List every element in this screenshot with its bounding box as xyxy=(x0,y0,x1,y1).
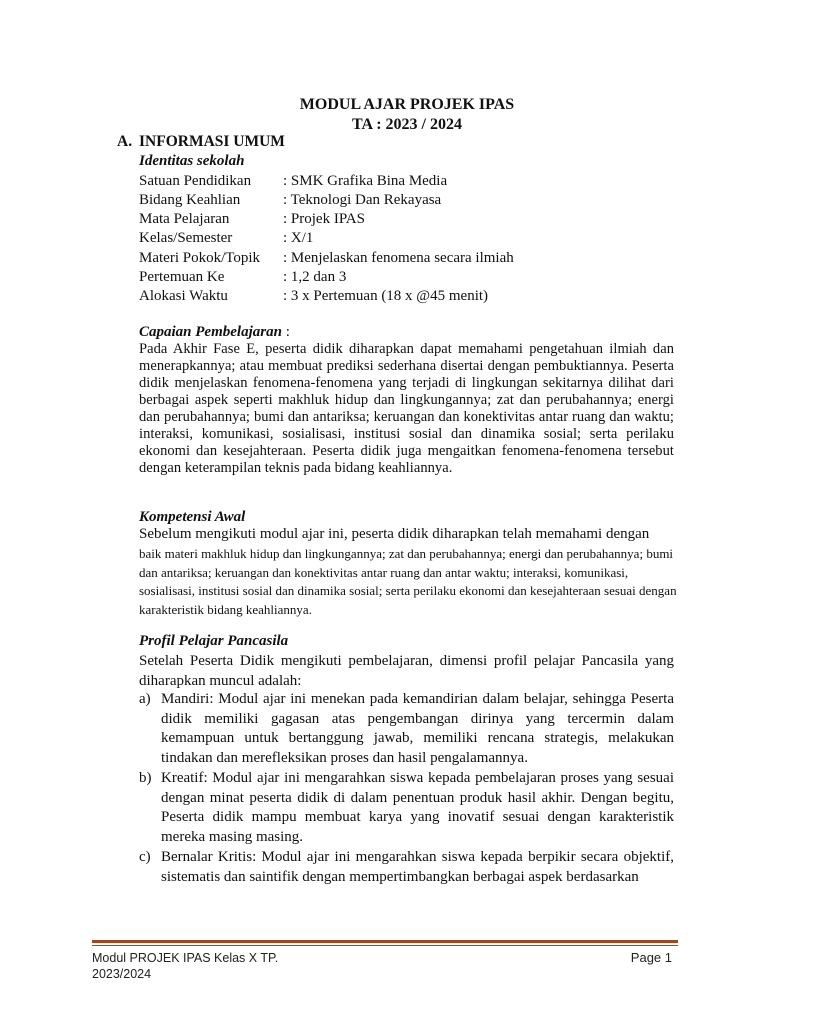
footer-page-number: Page 1 xyxy=(630,950,672,965)
list-item-bernalar-kritis xyxy=(139,848,674,887)
kompetensi-awal-heading: Kompetensi Awal xyxy=(139,509,246,525)
list-marker: b) xyxy=(139,770,152,786)
info-label: Bidang Keahlian xyxy=(139,192,241,208)
section-heading-informasi-umum xyxy=(117,133,285,151)
profil-intro: Setelah Peserta Didik mengikuti pembelajaran, dimensi profil pelajar Pancasila yang diharapkan muncul adalah: xyxy=(139,653,674,689)
list-item-text: Kreatif: Modul ajar ini mengarahkan siswa kepada pembelajaran proses yang sesuai dengan minat peserta didik di dalam penentuan produk hasil akhir. Dengan begitu, Peserta didik mampu membuat karya yang inovatif sesuai dengan karakteristik mereka masing masing. xyxy=(161,770,674,845)
footer-rule-thick xyxy=(92,940,678,943)
info-label: Alokasi Waktu xyxy=(139,288,228,304)
section-title: INFORMASI UMUM xyxy=(139,133,285,150)
list-item-text: Bernalar Kritis: Modul ajar ini mengarahkan siswa kepada berpikir secara objektif, sistematis dan saintifik dengan mempertimbangkan berbagai aspek berdasarkan xyxy=(161,849,674,885)
info-row-kelas-semester xyxy=(139,230,313,247)
capaian-paragraph: Pada Akhir Fase E, peserta didik diharapkan dapat memahami pengetahuan ilmiah dan menerapkannya; atau membuat prediksi sederhana disertai dengan pembuktiannya. Peserta didik menjelaskan fenomena-fenomena yang terjadi di lingkungan sekitarnya dilihat dari berbagai aspek seperti makhluk hidup dan lingkungannya; zat dan perubahannya; energi dan perubahannya; bumi dan antariksa; keruangan dan konektivitas antar ruang dan waktu; interaksi, komunikasi, sosialisasi, institusi sosial dan dinamika sosial; serta perilaku ekonomi dan kesejahteraan. Peserta didik juga mengaitkan fenomena-fenomena tersebut dengan keterampilan teknis pada bidang keahliannya. xyxy=(139,341,674,476)
info-row-materi-pokok xyxy=(139,250,514,267)
info-label: Satuan Pendidikan xyxy=(139,173,252,189)
list-item-mandiri xyxy=(139,690,674,768)
capaian-heading: Capaian Pembelajaran xyxy=(139,324,282,340)
capaian-colon: : xyxy=(281,324,290,340)
info-row-pertemuan-ke xyxy=(139,269,346,286)
kompetensi-awal-paragraph: baik materi makhluk hidup dan lingkungannya; zat dan perubahannya; energi dan perubahannya; bumi dan antariksa; keruangan dan konektivitas antar ruang dan antar waktu; interaksi, komunikasi, sosialisasi, institusi sosial dan dinamika sosial; serta perilaku ekonomi dan kesejahteraan sesuai dengan karakteristik bidang keahliannya. xyxy=(139,546,677,617)
section-letter: A. xyxy=(117,133,133,150)
info-label: Kelas/Semester xyxy=(139,230,233,246)
list-marker: c) xyxy=(139,849,151,865)
footer-module-label: Modul PROJEK IPAS Kelas X TP. 2023/2024 xyxy=(92,951,279,981)
identitas-sekolah-heading: Identitas sekolah xyxy=(139,153,245,169)
info-value: : 1,2 dan 3 xyxy=(283,269,347,285)
capaian-heading-line xyxy=(139,324,290,341)
list-item-text: Mandiri: Modul ajar ini menekan pada kemandirian dalam belajar, sehingga Peserta didik memiliki gagasan atas pengembangan dirinya yang tercermin dalam kemampuan untuk bertanggung jawab, memiliki rencana strategis, melakukan tindakan dan merefleksikan proses dan hasil pengalamannya. xyxy=(161,691,674,766)
kompetensi-awal-first-line: Sebelum mengikuti modul ajar ini, peserta didik diharapkan telah memahami dengan xyxy=(139,526,650,542)
info-row-alokasi-waktu xyxy=(139,288,488,305)
info-value: : Projek IPAS xyxy=(283,211,365,227)
info-label: Pertemuan Ke xyxy=(139,269,225,285)
info-label: Mata Pelajaran xyxy=(139,211,230,227)
document-title: MODUL AJAR PROJEK IPAS xyxy=(299,96,515,113)
list-item-kreatif xyxy=(139,769,674,847)
academic-year: TA : 2023 / 2024 xyxy=(352,116,462,133)
info-value: : SMK Grafika Bina Media xyxy=(283,173,448,189)
info-row-satuan-pendidikan xyxy=(139,173,447,190)
info-row-mata-pelajaran xyxy=(139,211,365,228)
info-value: : Teknologi Dan Rekayasa xyxy=(283,192,442,208)
info-value: : X/1 xyxy=(283,230,314,246)
profil-pelajar-heading: Profil Pelajar Pancasila xyxy=(139,633,289,649)
info-value: : Menjelaskan fenomena secara ilmiah xyxy=(283,250,514,266)
info-row-bidang-keahlian xyxy=(139,192,441,209)
info-value: : 3 x Pertemuan (18 x @45 menit) xyxy=(283,288,489,304)
list-marker: a) xyxy=(139,691,151,707)
footer-rule-thin xyxy=(92,945,678,946)
info-label: Materi Pokok/Topik xyxy=(139,250,261,266)
